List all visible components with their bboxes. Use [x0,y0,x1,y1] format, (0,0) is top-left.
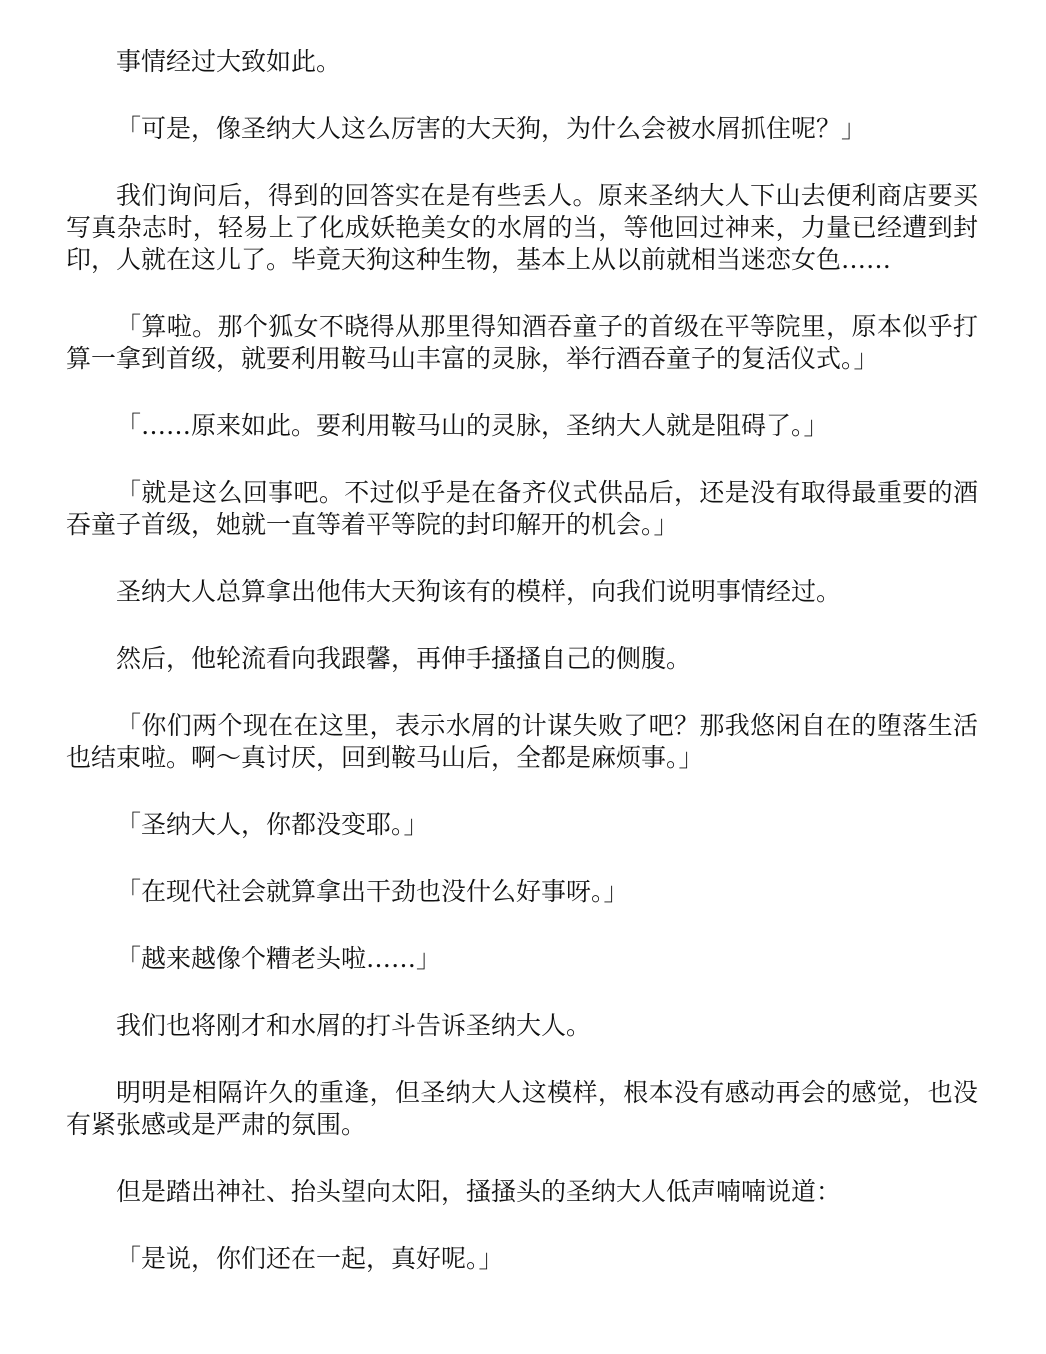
paragraph: 「……原来如此。要利用鞍马山的灵脉，圣纳大人就是阻碍了。」 [116,411,829,440]
paragraph: 「圣纳大人，你都没变耶。」 [116,810,429,839]
paragraph: 「算啦。那个狐女不晓得从那里得知酒吞童子的首级在平等院里，原本似乎打算一拿到首级，就要利用鞍马山丰富的灵脉，举行酒吞童子的复活仪式。」 [66,312,978,373]
body-text [66,46,978,1310]
paragraph: 「你们两个现在在这里，表示水屑的计谋失败了吧？那我悠闲自在的堕落生活也结束啦。啊～真讨厌，回到鞍马山后，全都是麻烦事。」 [66,711,978,772]
paragraph: 「就是这么回事吧。不过似乎是在备齐仪式供品后，还是没有取得最重要的酒吞童子首级，她就一直等着平等院的封印解开的机会。」 [66,478,978,539]
paragraph: 「是说，你们还在一起，真好呢。」 [116,1244,504,1273]
paragraph: 明明是相隔许久的重逢，但圣纳大人这模样，根本没有感动再会的感觉，也没有紧张感或是严肃的氛围。 [66,1078,978,1139]
paragraph: 「在现代社会就算拿出干劲也没什么好事呀。」 [116,877,629,906]
paragraph: 「越来越像个糟老头啦……」 [116,944,442,973]
paragraph: 我们询问后，得到的回答实在是有些丢人。原来圣纳大人下山去便利商店要买写真杂志时，轻易上了化成妖艳美女的水屑的当，等他回过神来，力量已经遭到封印，人就在这儿了。毕竟天狗这种生物，基本上从以前就相当迷恋女色…… [66,181,978,274]
paragraph: 事情经过大致如此。 [116,47,342,76]
paragraph: 「可是，像圣纳大人这么厉害的大天狗，为什么会被水屑抓住呢？」 [116,114,867,143]
paragraph: 我们也将刚才和水屑的打斗告诉圣纳大人。 [116,1011,592,1040]
paragraph: 但是踏出神社、抬头望向太阳，搔搔头的圣纳大人低声喃喃说道： [116,1177,842,1206]
paragraph: 圣纳大人总算拿出他伟大天狗该有的模样，向我们说明事情经过。 [116,577,842,606]
paragraph: 然后，他轮流看向我跟馨，再伸手搔搔自己的侧腹。 [116,644,692,673]
